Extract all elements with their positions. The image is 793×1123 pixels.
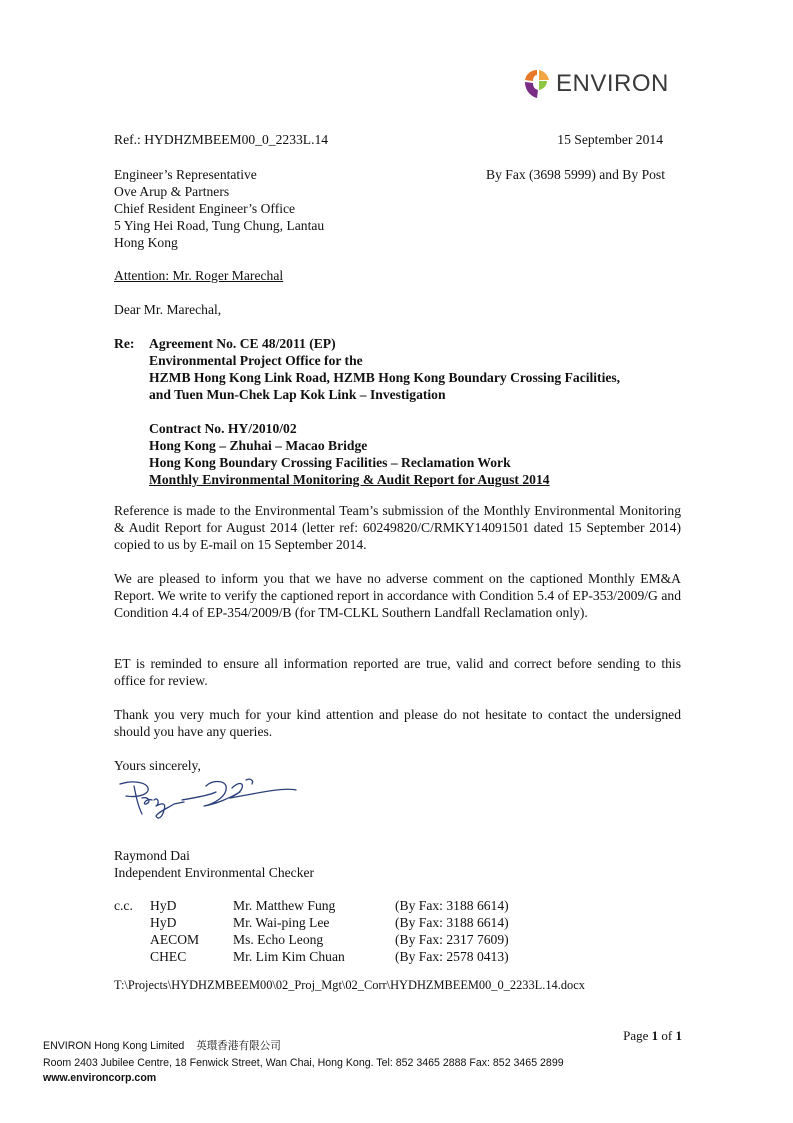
closing: Yours sincerely, xyxy=(114,758,201,773)
environ-logo-mark-icon xyxy=(522,68,552,100)
address-line: Hong Kong xyxy=(114,235,178,250)
cc-fax: (By Fax: 2578 0413) xyxy=(395,949,509,964)
cc-org: HyD xyxy=(150,915,177,930)
signatory xyxy=(114,847,314,881)
subject-label: Re: xyxy=(114,336,135,351)
cc-name: Mr. Wai-ping Lee xyxy=(233,915,330,930)
footer-address: Room 2403 Jubilee Centre, 18 Fenwick Street, Wan Chai, Hong Kong. Tel: 852 3465 2888 Fax: 852 3465 2899 xyxy=(43,1057,564,1069)
page-total: 1 xyxy=(675,1028,682,1043)
reference-number: Ref.: HYDHZMBEEM00_0_2233L.14 xyxy=(114,132,329,147)
page-current: 1 xyxy=(651,1028,659,1043)
cc-org: CHEC xyxy=(150,949,187,964)
subject-line: Environmental Project Office for the xyxy=(149,353,363,368)
subject-block xyxy=(149,335,679,488)
subject-line: Agreement No. CE 48/2011 (EP) xyxy=(149,336,336,351)
page-of: of xyxy=(661,1028,673,1043)
letter-date: 15 September 2014 xyxy=(557,132,663,147)
environ-logo xyxy=(522,66,672,102)
signatory-name: Raymond Dai xyxy=(114,848,190,863)
address-line: Ove Arup & Partners xyxy=(114,184,230,199)
cc-fax: (By Fax: 3188 6614) xyxy=(395,898,509,913)
footer-company xyxy=(43,1039,281,1053)
signatory-title: Independent Environmental Checker xyxy=(114,865,315,880)
body-paragraph-1: Reference is made to the Environmental Team’s submission of the Monthly Environmental Monitoring & Audit Report for August 2014 (letter ref: 60249820/C/RMKY14091501 dated 15 September 2014) copied to us by E-mail on 15 September 2014. xyxy=(114,503,681,552)
subject-report-title: Monthly Environmental Monitoring & Audit Report for August 2014 xyxy=(149,472,550,487)
body-paragraph-4: Thank you very much for your kind attention and please do not hesitate to contact the undersigned should you have any queries. xyxy=(114,707,681,739)
page-number xyxy=(575,1027,682,1044)
cc-name: Ms. Echo Leong xyxy=(233,932,324,947)
subject-line: Contract No. HY/2010/02 xyxy=(149,421,297,436)
body-paragraph-2: We are pleased to inform you that we have no adverse comment on the captioned Monthly EM&A Report. We write to verify the captioned report in accordance with Condition 5.4 of EP-353/2009/G and Condition 4.4 of EP-354/2009/B (for TM-CLKL Southern Landfall Reclamation only). xyxy=(114,571,681,620)
attention-line: Attention: Mr. Roger Marechal xyxy=(114,268,284,283)
address-line: 5 Ying Hei Road, Tung Chung, Lantau xyxy=(114,218,325,233)
cc-org: HyD xyxy=(150,898,177,913)
cc-label: c.c. xyxy=(114,898,133,913)
body-paragraph-3: ET is reminded to ensure all information reported are true, valid and correct before sending to this office for review. xyxy=(114,656,681,688)
cc-fax: (By Fax: 3188 6614) xyxy=(395,915,509,930)
subject-line: HZMB Hong Kong Link Road, HZMB Hong Kong Boundary Crossing Facilities, xyxy=(149,370,621,385)
footer-company-name: ENVIRON Hong Kong Limited xyxy=(43,1040,185,1052)
cc-name: Mr. Matthew Fung xyxy=(233,898,336,913)
cc-fax: (By Fax: 2317 7609) xyxy=(395,932,509,947)
address-line: Engineer’s Representative xyxy=(114,167,257,182)
address-line: Chief Resident Engineer’s Office xyxy=(114,201,296,216)
recipient-address xyxy=(114,166,324,251)
salutation: Dear Mr. Marechal, xyxy=(114,302,222,317)
file-path: T:\Projects\HYDHZMBEEM00\02_Proj_Mgt\02_Corr\HYDHZMBEEM00_0_2233L.14.docx xyxy=(114,978,585,992)
page-prefix: Page xyxy=(623,1028,649,1043)
delivery-method: By Fax (3698 5999) and By Post xyxy=(486,167,665,182)
subject-line: Hong Kong Boundary Crossing Facilities – Reclamation Work xyxy=(149,455,511,470)
cc-org: AECOM xyxy=(150,932,200,947)
footer-website: www.environcorp.com xyxy=(43,1072,157,1084)
subject-line: Hong Kong – Zhuhai – Macao Bridge xyxy=(149,438,368,453)
subject-spacer xyxy=(149,403,679,420)
subject-line: and Tuen Mun-Chek Lap Kok Link – Investigation xyxy=(149,387,446,402)
cc-name: Mr. Lim Kim Chuan xyxy=(233,949,345,964)
environ-logo-text: ENVIRON xyxy=(556,70,669,97)
footer-company-chinese: 英環香港有限公司 xyxy=(196,1040,281,1052)
handwritten-signature xyxy=(112,774,302,824)
